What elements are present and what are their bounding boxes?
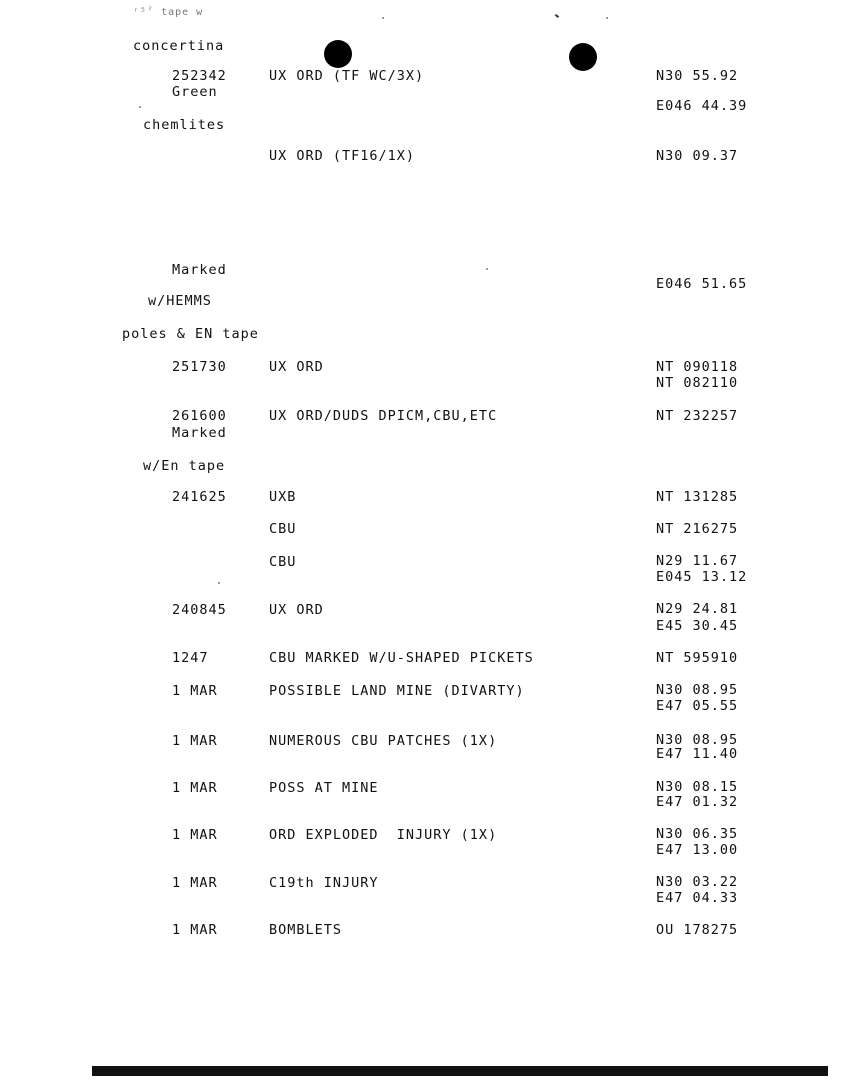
item-description: CBU [269,554,297,570]
item-description: C19th INJURY [269,875,379,891]
label-marked: Marked [172,425,227,441]
coordinate: E046 51.65 [656,276,748,292]
coordinate: N29 24.81 [656,601,739,617]
coordinate: N29 11.67 [656,553,739,569]
coordinate: N30 08.15 [656,779,739,795]
date-1-mar: 1 MAR [172,683,218,699]
code-261600: 261600 [172,408,227,424]
item-description: UX ORD [269,359,324,375]
label-concertina: concertina [133,38,225,54]
label-green: Green [172,84,218,100]
coordinate: E47 01.32 [656,794,739,810]
item-description: CBU [269,521,297,537]
label-w-en-tape: w/En tape [143,458,226,474]
coordinate: NT 595910 [656,650,739,666]
scan-speck [606,17,608,19]
coordinate: N30 09.37 [656,148,739,164]
coordinate: N30 08.95 [656,732,739,748]
code-241625: 241625 [172,489,227,505]
coordinate: E47 05.55 [656,698,739,714]
scan-speck [486,268,488,270]
item-description: BOMBLETS [269,922,343,938]
coordinate: E47 04.33 [656,890,739,906]
code-1247: 1247 [172,650,209,666]
coordinate: NT 216275 [656,521,739,537]
scan-speck [218,582,220,584]
label-poles-en-tape: poles & EN tape [122,326,259,342]
label-w-hemms: w/HEMMS [148,293,212,309]
item-description: UX ORD/DUDS DPICM,CBU,ETC [269,408,498,424]
coordinate: E47 11.40 [656,746,739,762]
item-description: ORD EXPLODED INJURY (1X) [269,827,498,843]
item-description: UX ORD (TF WC/3X) [269,68,425,84]
label-marked: Marked [172,262,227,278]
item-description: NUMEROUS CBU PATCHES (1X) [269,733,498,749]
coordinate: E47 13.00 [656,842,739,858]
item-description: UX ORD [269,602,324,618]
scan-mark [555,14,559,18]
date-1-mar: 1 MAR [172,780,218,796]
coordinate: OU 178275 [656,922,739,938]
coordinate: NT 131285 [656,489,739,505]
item-description: UXB [269,489,297,505]
coordinate: NT 232257 [656,408,739,424]
scan-speck [382,17,384,19]
coordinate: NT 082110 [656,375,739,391]
code-240845: 240845 [172,602,227,618]
date-1-mar: 1 MAR [172,922,218,938]
coordinate: N30 03.22 [656,874,739,890]
header-fragment: ʳ⁵ˀ tape w [133,7,204,18]
coordinate: NT 090118 [656,359,739,375]
date-1-mar: 1 MAR [172,733,218,749]
coordinate: N30 06.35 [656,826,739,842]
punch-hole-right [569,43,597,71]
code-251730: 251730 [172,359,227,375]
scan-edge-bar [92,1066,828,1076]
item-description: CBU MARKED W/U-SHAPED PICKETS [269,650,534,666]
scan-speck [139,106,141,108]
label-chemlites: chemlites [143,117,226,133]
coordinate: E045 13.12 [656,569,748,585]
item-description: POSS AT MINE [269,780,379,796]
date-1-mar: 1 MAR [172,827,218,843]
date-1-mar: 1 MAR [172,875,218,891]
code-252342: 252342 [172,68,227,84]
coordinate: N30 55.92 [656,68,739,84]
punch-hole-left [324,40,352,68]
item-description: UX ORD (TF16/1X) [269,148,416,164]
coordinate: E45 30.45 [656,618,739,634]
coordinate: N30 08.95 [656,682,739,698]
item-description: POSSIBLE LAND MINE (DIVARTY) [269,683,525,699]
coordinate: E046 44.39 [656,98,748,114]
